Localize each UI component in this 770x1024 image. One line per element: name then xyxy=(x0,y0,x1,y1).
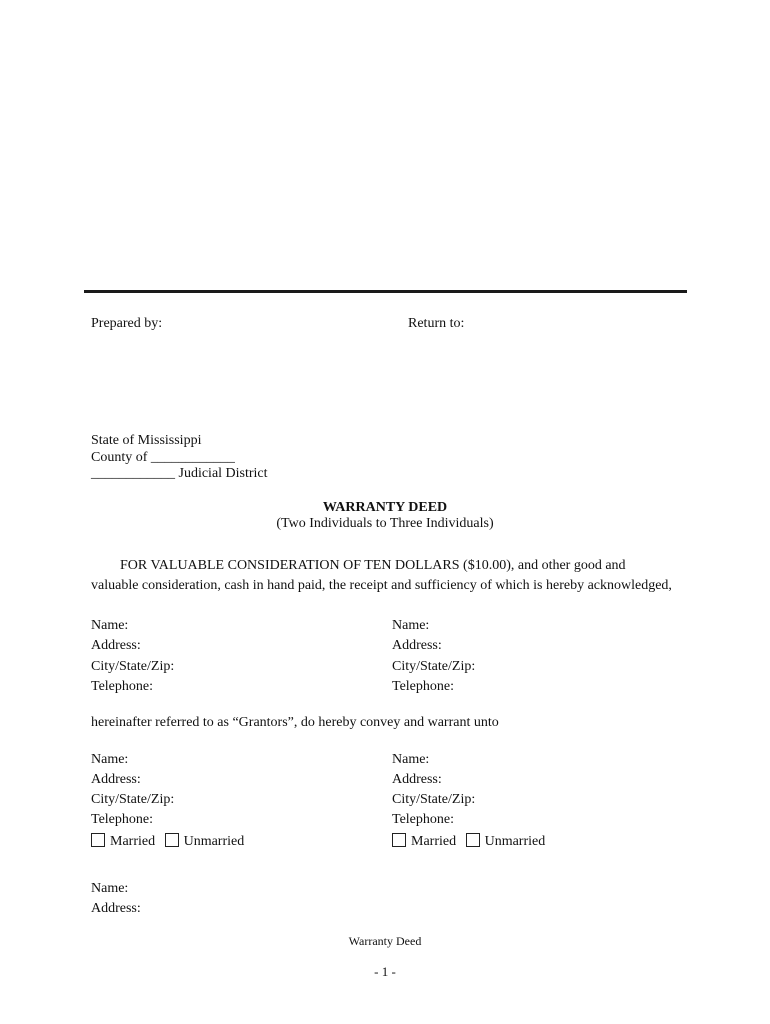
return-to-label: Return to: xyxy=(408,316,465,331)
document-subtitle: (Two Individuals to Three Individuals) xyxy=(276,516,494,531)
grantee2-unmarried-checkbox[interactable] xyxy=(466,833,480,847)
footer-page-number: - 1 - xyxy=(374,964,396,979)
consideration-paragraph xyxy=(91,556,680,596)
grantee2-city-label: City/State/Zip: xyxy=(392,792,476,807)
judicial-district-line: ____________ Judicial District xyxy=(91,466,268,481)
grantee2-married-checkbox[interactable] xyxy=(392,833,406,847)
grantee2-married-label: Married xyxy=(411,834,457,849)
grantee3-name-label: Name: xyxy=(91,881,129,896)
prepared-by-label: Prepared by: xyxy=(91,316,163,331)
document-title: WARRANTY DEED xyxy=(322,500,448,515)
grantee2-address-label: Address: xyxy=(392,772,442,787)
grantee1-married-checkbox[interactable] xyxy=(91,833,105,847)
grantor2-name-label: Name: xyxy=(392,618,430,633)
grantee2-marital-status xyxy=(392,833,545,850)
grantor1-telephone-label: Telephone: xyxy=(91,679,153,694)
consideration-line-2: valuable consideration, cash in hand paid, the receipt and sufficiency of which is hereby acknowledged, xyxy=(91,578,672,593)
county-line: County of ____________ xyxy=(91,450,235,465)
grantor2-telephone-label: Telephone: xyxy=(392,679,454,694)
consideration-line-1: FOR VALUABLE CONSIDERATION OF TEN DOLLARS ($10.00), and other good and xyxy=(120,558,626,573)
grantee2-name-label: Name: xyxy=(392,752,430,767)
grantee1-unmarried-label: Unmarried xyxy=(183,834,245,849)
grantee2-unmarried-label: Unmarried xyxy=(484,834,546,849)
grantee1-address-label: Address: xyxy=(91,772,141,787)
grantee1-city-label: City/State/Zip: xyxy=(91,792,175,807)
grantee1-married-label: Married xyxy=(110,834,156,849)
grantee1-telephone-label: Telephone: xyxy=(91,812,153,827)
convey-statement: hereinafter referred to as “Grantors”, do hereby convey and warrant unto xyxy=(91,715,499,730)
grantee2-telephone-label: Telephone: xyxy=(392,812,454,827)
state-line: State of Mississippi xyxy=(91,433,202,448)
grantee1-unmarried-checkbox[interactable] xyxy=(165,833,179,847)
grantee1-marital-status xyxy=(91,833,244,850)
grantor1-city-label: City/State/Zip: xyxy=(91,659,175,674)
grantee3-address-label: Address: xyxy=(91,901,141,916)
grantor2-city-label: City/State/Zip: xyxy=(392,659,476,674)
footer-document-name: Warranty Deed xyxy=(348,934,422,948)
grantor1-address-label: Address: xyxy=(91,638,141,653)
header-rule xyxy=(84,290,687,293)
grantor2-address-label: Address: xyxy=(392,638,442,653)
grantee1-name-label: Name: xyxy=(91,752,129,767)
grantor1-name-label: Name: xyxy=(91,618,129,633)
